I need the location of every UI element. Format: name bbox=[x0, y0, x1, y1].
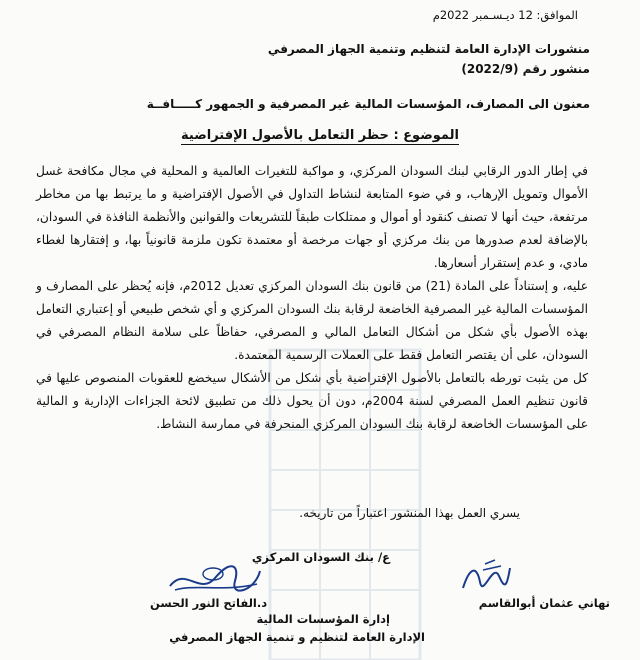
paragraph-1: في إطار الدور الرقابي لبنك السودان المركزي، و مواكبة للتغيرات العالمية و المحلية في مجال مكافحة غسل الأموال وتمويل الإرهاب، و في ضوء المتابعة لنشاط التداول في الأصول الإفتراضية و ما يرتبط بها من مخاطر مرتفعة، حيث أنها لا تصنف كنقود أو أموال و ممتلكات طبقاً للتشريعات والقوانين والأنظمة النافذة في السودان، بالإضافة لعدم صدورها من بنك مركزي أو جهات مرخصة أو معتمدة تكون ملزمة قانونياً بها، و إفتقارها لغطاء مادي، و عدم إستقرار أسعارها. bbox=[36, 164, 588, 270]
addressee-line: معنون الى المصارف، المؤسسات المالية غير المصرفية و الجمهور كـــــافــة bbox=[146, 97, 590, 111]
signature-heading: ع/ بنك السودان المركزي bbox=[251, 550, 390, 564]
circular-number: منشور رقم (2022/9) bbox=[461, 62, 590, 76]
signature-right-icon bbox=[455, 556, 515, 596]
general-department-name: الإدارة العامة لتنظيم و تنمية الجهاز المصرفي bbox=[169, 630, 425, 644]
signatory-right-name: تهاني عثمان أبوالقاسم bbox=[478, 596, 610, 610]
subject-text: الموضوع : حظر التعامل بالأصول الإفتراضية bbox=[181, 128, 459, 143]
signature-left-icon bbox=[165, 556, 265, 598]
closing-line: يسري العمل بهذا المنشور اعتباراً من تاريخه. bbox=[299, 506, 520, 520]
body-text bbox=[36, 160, 588, 436]
paragraph-2: عليه، و إستناداً على المادة (21) من قانون بنك السودان المركزي تعديل 2012م، فإنه يُحظر على المصارف و المؤسسات المالية غير المصرفية الخاضعة لرقابة بنك السودان المركزي و أي شخص طبيعي أو إعتباري التعامل بهذه الأصول بأي شكل من أشكال التعامل المالي و المصرفي، حفاظاً على سلامة النظام المصرفي في السودان، على أن يقتصر التعامل فقط على العملات الرسمية المعتمدة. bbox=[36, 279, 588, 362]
department-name: إدارة المؤسسات المالية bbox=[256, 612, 390, 626]
signatory-left-name: د.الفاتح النور الحسن bbox=[150, 596, 268, 610]
circular-title: منشورات الإدارة العامة لتنظيم وتنمية الجهاز المصرفي bbox=[267, 42, 590, 56]
subject-line bbox=[0, 128, 640, 143]
paragraph-3: كل من يثبت تورطه بالتعامل بالأصول الإفتراضية بأي شكل من الأشكال سيخضع للعقوبات المنصوص عليها في قانون تنظيم العمل المصرفي لسنة 2004م، دون أن يحول ذلك من تطبيق لائحة الجزاءات الإدارية و المالية على المؤسسات الخاضعة لرقابة بنك السودان المركزي المنحرفة في ممارسة النشاط. bbox=[36, 371, 588, 431]
document-date: الموافق: 12 ديـسـمبر 2022م bbox=[432, 8, 578, 22]
